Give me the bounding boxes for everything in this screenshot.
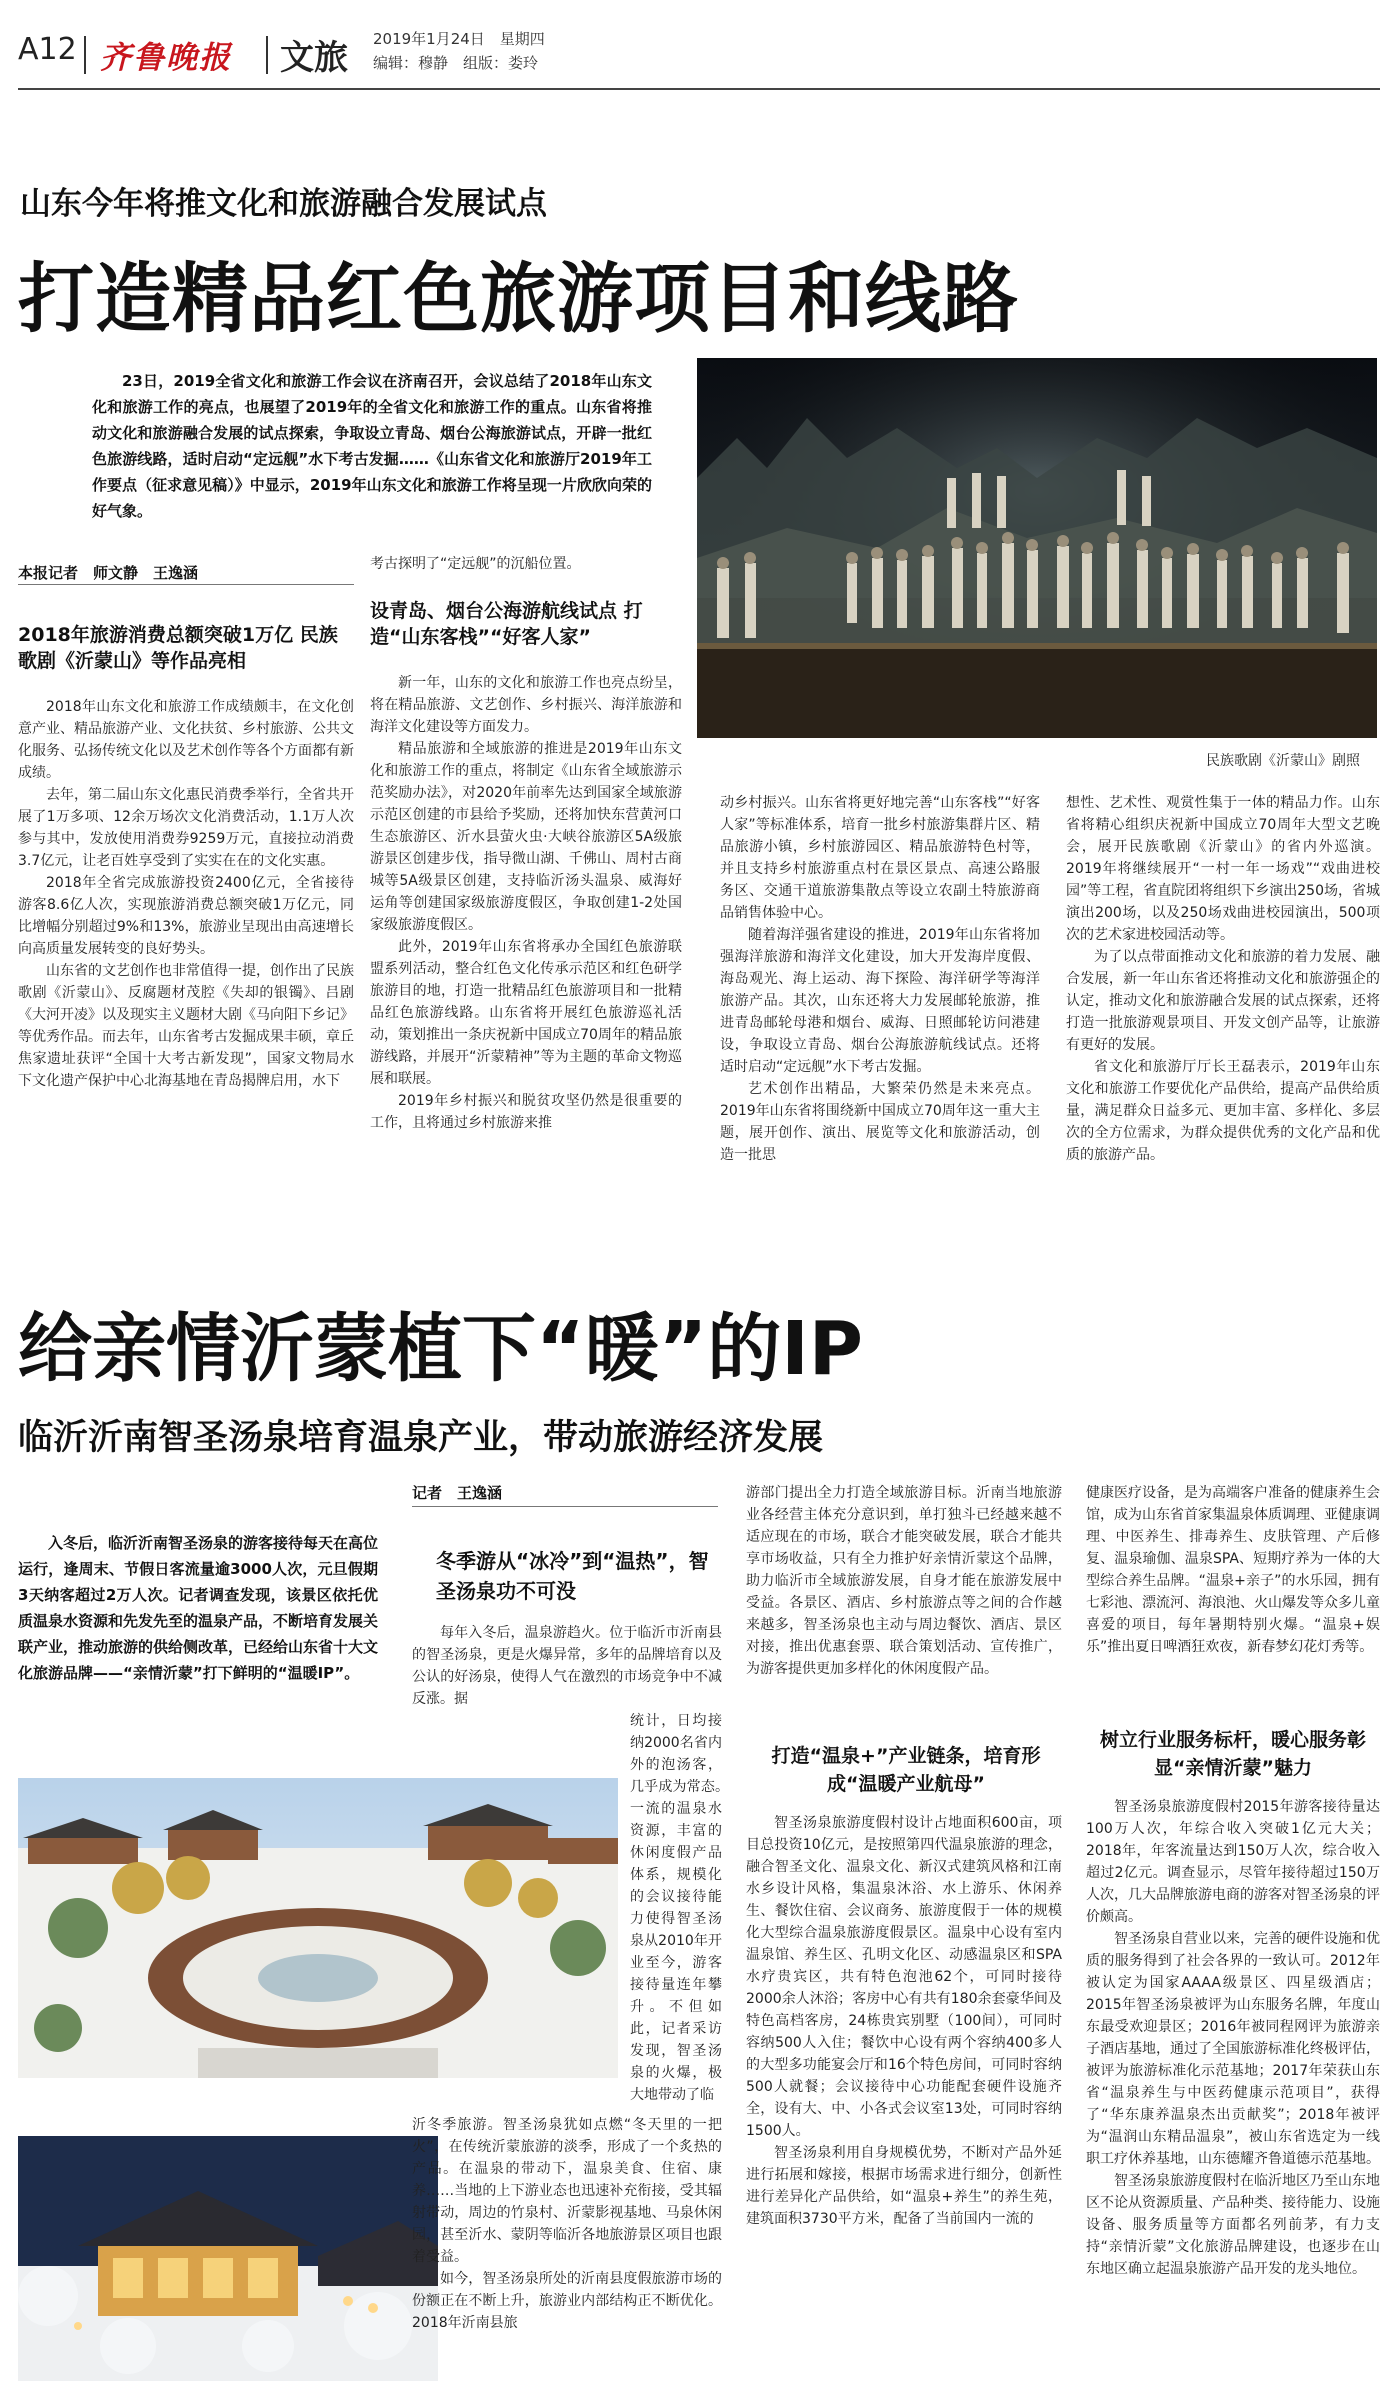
col1-subheading: 2018年旅游消费总额突破1万亿 民族歌剧《沂蒙山》等作品亮相 (18, 624, 338, 672)
paragraph: 每年入冬后，温泉游趋火。位于临沂市沂南县的智圣汤泉，更是火爆异常，多年的品牌培育以及公认的好汤泉，使得人气在激烈的市场竞争中不减反涨。据 (412, 1625, 722, 1707)
page-header (18, 28, 1378, 78)
paragraph: 统计，日均接纳2000名省内外的泡汤客，几乎成为常态。 一流的温泉水资源，丰富的休闲度假产品体系，规模化的会议接待能力使得智圣汤泉从2010年开业至今，游客接待量连年攀升。不但如此，记者采访发现，智圣汤泉的火爆，极大地带动了临 (630, 1713, 736, 2103)
art2-col3-subheading: 打造“温泉+”产业链条，培育形成“温暖产业航母” (771, 1745, 1041, 1795)
paragraph: 智圣汤泉利用自身规模优势，不断对产品外延进行拓展和嫁接，根据市场需求进行细分，创新性进行差异化产品供给，如“温泉+养生”的养生苑，建筑面积3730平方米，配备了当前国内一流的 (746, 2145, 1062, 2227)
newspaper-logo: 齐鲁晚报 (100, 40, 232, 76)
byline-rule (18, 584, 354, 585)
paragraph: 智圣汤泉旅游度假村在临沂地区乃至山东地区不论从资源质量、产品种类、接待能力、设施设备、服务质量等方面都名列前茅，有力支持“亲情沂蒙”文化旅游品牌建设，也逐步在山东地区确立起温泉旅游产品开发的龙头地位。 (1086, 2173, 1380, 2277)
paragraph: 如今，智圣汤泉所处的沂南县度假旅游市场的份额正在不断上升，旅游业内部结构正不断优化。2018年沂南县旅 (412, 2271, 722, 2331)
resort-aerial-image (18, 1778, 618, 2078)
paragraph: 智圣汤泉旅游度假村设计占地面积600亩，项目总投资10亿元，是按照第四代温泉旅游的理念，融合智圣文化、温泉文化、新汉式建筑风格和江南水乡设计风格，集温泉沐浴、水上游乐、休闲养生、餐饮住宿、会议商务、旅游度假于一体的规模化大型综合温泉旅游度假景区。温泉中心设有室内温泉馆、养生区、孔明文化区、动感温泉区和SPA水疗贵宾区，共有特色泡池62个，可同时接待2000余人沐浴；客房中心有共有180余套豪华间及特色高档客房，24栋贵宾别墅（100间），可同时容纳500人入住；餐饮中心设有两个容纳400多人的大型多功能宴会厅和16个特色房间，可同时容纳500人就餐；会议接待中心功能配套硬件设施齐全，设有大、中、小各式会议室13处，可同时容纳1500人。 (746, 1815, 1062, 2139)
paragraph: 智圣汤泉旅游度假村2015年游客接待量达100万人次，年综合收入突破1亿元大关；2018年，年客流量达到150万人次，综合收入超过2亿元。调查显示，尽管年接待超过150万人次，几大品牌旅游电商的游客对智圣汤泉的评价颇高。 (1086, 1799, 1380, 1925)
paragraph: 沂冬季旅游。智圣汤泉犹如点燃“冬天里的一把火”，在传统沂蒙旅游的淡季，形成了一个炙热的产品。在温泉的带动下，温泉美食、住宿、康养……当地的上下游业态也迅速补充衔接，受其辐射带动，周边的竹泉村、沂蒙影视基地、马泉休闲园，甚至沂水、蒙阴等临沂各地旅游景区项目也跟着受益。 (412, 2117, 722, 2265)
paragraph: 艺术创作出精品，大繁荣仍然是未来亮点。2019年山东省将围绕新中国成立70周年这一重大主题，展开创作、演出、展览等文化和旅游活动，创造一批思 (720, 1081, 1040, 1163)
art2-column3-top (746, 1482, 1062, 1732)
paragraph: 动乡村振兴。山东省将更好地完善“山东客栈”“好客人家”等标准体系，培育一批乡村旅游集群片区、精品旅游小镇，乡村旅游园区、精品旅游特色村等，并且支持乡村旅游重点村在景区景点、高速公路服务区、交通干道旅游集散点等设立农副土特旅游商品销售体验中心。 (720, 795, 1040, 921)
header-rule (18, 88, 1380, 90)
col2-lead-line (370, 553, 682, 577)
article1-column4 (1066, 792, 1380, 1267)
article1-column2 (370, 672, 682, 1267)
art2-column2-narrow (630, 1710, 736, 2110)
col2-subheading: 设青岛、烟台公海游航线试点 打造“山东客栈”“好客人家” (370, 600, 643, 648)
article2-byline: 记者 王逸涵 (412, 1484, 503, 1502)
art2-column3-bottom (746, 1812, 1062, 2390)
paragraph: 2018年全省完成旅游投资2400亿元，全省接待游客8.6亿人次，实现旅游消费总额突破1万亿元，同比增幅分别超过9%和13%，旅游业呈现出由高速增长向高质量发展转变的良好势头。 (18, 875, 354, 957)
paragraph: 精品旅游和全域旅游的推进是2019年山东文化和旅游工作的重点，将制定《山东省全域旅游示范奖励办法》，对2020年前率先达到国家全域旅游示范区创建的市县给予奖励，还将加快东营黄河口生态旅游区、沂水县萤火虫·大峡谷旅游区5A级旅游景区创建步伐，指导微山湖、千佛山、周村古商城等5A级景区创建，支持临沂汤头温泉、威海好运角等创建国家级旅游度假区，争取创建1-2处国家级旅游度假区。 (370, 741, 682, 933)
page-number: A12 (18, 32, 77, 67)
paragraph: 智圣汤泉自营业以来，完善的硬件设施和优质的服务得到了社会各界的一致认可。2012年被认定为国家AAAA级景区、四星级酒店；2015年智圣汤泉被评为山东服务名牌，年度山东最受欢迎景区；2016年被同程网评为旅游亲子酒店基地，通过了全国旅游标准化终极评估，被评为旅游标准化示范基地；2017年荣获山东省“温泉养生与中医药健康示范项目”，获得了“华东康养温泉杰出贡献奖”；2018年被评为“温润山东精品温泉”，被山东省选定为一线职工疗休养基地，山东德耀齐鲁道德示范基地。 (1086, 1931, 1380, 2167)
editor-credits: 编辑：穆静 组版：娄玲 (373, 54, 539, 72)
article1-lead (92, 368, 652, 524)
paragraph: 2018年山东文化和旅游工作成绩颇丰，在文化创意产业、精品旅游产业、文化扶贫、乡村旅游、公共文化服务、弘扬传统文化以及艺术创作等各个方面都有新成绩。 (18, 699, 354, 781)
paragraph: 此外，2019年山东省将承办全国红色旅游联盟系列活动，整合红色文化传承示范区和红色研学旅游目的地，打造一批精品红色旅游项目和一批精品红色旅游线路。山东省将开展红色旅游巡礼活动，策划推出一条庆祝新中国成立70周年的精品旅游线路，并展开“沂蒙精神”等为主题的革命文物巡展和联展。 (370, 939, 682, 1087)
opera-photo (697, 358, 1377, 738)
paragraph: 新一年，山东的文化和旅游工作也亮点纷呈，将在精品旅游、文艺创作、乡村振兴、海洋旅游和海洋文化建设等方面发力。 (370, 675, 682, 735)
paragraph: 想性、艺术性、观赏性集于一体的精品力作。山东省将精心组织庆祝新中国成立70周年大型文艺晚会，展开民族歌剧《沂蒙山》的省内外巡演。2019年将继续展开“一村一年一场戏”“戏曲进校园”等工程，省直院团将组织下乡演出250场，省城演出200场，以及250场戏曲进校园演出，500项次的艺术家进校园活动等。 (1066, 795, 1380, 943)
paragraph: 去年，第二届山东文化惠民消费季举行，全省共开展了1万多项、12余万场次文化消费活动，1.1万人次参与其中，发放使用消费券9259万元，直接拉动消费3.7亿元，让老百姓享受到了实实在在的文化实惠。 (18, 787, 354, 869)
paragraph: 2019年乡村振兴和脱贫攻坚仍然是很重要的工作，且将通过乡村旅游来推 (370, 1093, 682, 1131)
divider (266, 36, 268, 74)
paragraph: 为了以点带面推动文化和旅游的着力发展、融合发展，新一年山东省还将推动文化和旅游强企的认定，推动文化和旅游融合发展的试点探索，还将打造一批旅游观景项目、开发文创产品等，让旅游有更好的发展。 (1066, 949, 1380, 1053)
article1-kicker: 山东今年将推文化和旅游融合发展试点 (20, 186, 547, 222)
resort-aerial-photo (18, 1778, 618, 2078)
article1-column1 (18, 696, 354, 1266)
resort-night-image (18, 2136, 438, 2381)
lead-text: 入冬后，临沂沂南智圣汤泉的游客接待每天在高位运行，逢周末、节假日客流量逾3000人次，元旦假期3天纳客超过2万人次。记者调查发现，该景区依托优质温泉水资源和先发先至的温泉产品，不断培育发展关联产业，推动旅游的供给侧改革，已经给山东省十大文化旅游品牌——“亲情沂蒙”打下鲜明的“温暖IP”。 (18, 1534, 379, 1682)
issue-date: 2019年1月24日 星期四 (373, 30, 545, 48)
art2-column2-bottom (412, 2114, 722, 2390)
paragraph: 省文化和旅游厅厅长王磊表示，2019年山东文化和旅游工作要优化产品供给，提高产品供给质量，满足群众日益多元、更加丰富、多样化、多层次的全方位需求，为群众提供优秀的文化产品和优质的旅游产品。 (1066, 1059, 1380, 1163)
paragraph: 考古探明了“定远舰”的沉船位置。 (370, 556, 581, 572)
paragraph: 游部门提出全力打造全域旅游目标。沂南当地旅游业各经营主体充分意识到，单打独斗已经越来越不适应现在的市场，联合才能突破发展，联合才能共享市场收益，只有全力推护好亲情沂蒙这个品牌，助力临沂市全域旅游发展，自身才能在旅游发展中受益。各景区、酒店、乡村旅游点等之间的合作越来越多，智圣汤泉也主动与周边餐饮、酒店、景区对接，推出优惠套票、联合策划活动、宣传推广，为游客提供更加多样化的休闲度假产品。 (746, 1485, 1062, 1677)
paragraph: 随着海洋强省建设的推进，2019年山东省将加强海洋旅游和海洋文化建设，加大开发海岸度假、海岛观光、海上运动、海下探险、海洋研学等海洋旅游产品。其次，山东还将大力发展邮轮旅游，推进青岛邮轮母港和烟台、威海、日照邮轮访问港建设，争取设立青岛、烟台公海旅游航线试点。还将适时启动“定远舰”水下考古发掘。 (720, 927, 1040, 1075)
lead-text: 23日，2019全省文化和旅游工作会议在济南召开，会议总结了2018年山东文化和旅游工作的亮点，也展望了2019年的全省文化和旅游工作的重点。山东省将推动文化和旅游融合发展的试点探索，争取设立青岛、烟台公海旅游试点，开辟一批红色旅游线路，适时启动“定远舰”水下考古发掘……《山东省文化和旅游厅2019年工作要点（征求意见稿）》中显示，2019年山东文化和旅游工作将呈现一片欣欣向荣的好气象。 (92, 372, 652, 520)
article1-headline: 打造精品红色旅游项目和线路 (18, 254, 1019, 343)
art2-col2-subheading: 冬季游从“冰冷”到“温热”，智圣汤泉功不可没 (436, 1549, 709, 1603)
paragraph: 山东省的文艺创作也非常值得一提，创作出了民族歌剧《沂蒙山》、反腐题材茂腔《失却的银镯》、吕剧《大河开凌》以及现实主义题材大剧《马向阳下乡记》等优秀作品。而去年，山东省考古发掘成果丰硕，章丘焦家遗址获评“全国十大考古新发现”，国家文物局水下文化遗产保护中心北海基地在青岛揭牌启用，水下 (18, 963, 354, 1089)
article1-byline: 本报记者 师文静 王逸涵 (18, 564, 199, 582)
art2-column4-top (1086, 1482, 1380, 1714)
photo-caption: 民族歌剧《沂蒙山》剧照 (1206, 753, 1360, 769)
article2-lead (18, 1530, 378, 1686)
article2-subheadline: 临沂沂南智圣汤泉培育温泉产业，带动旅游经济发展 (18, 1418, 824, 1458)
art2-column2-top (412, 1622, 722, 1710)
byline-rule (412, 1506, 718, 1507)
section-name: 文旅 (280, 38, 348, 78)
article1-column3 (720, 792, 1040, 1267)
paragraph: 健康医疗设备，是为高端客户准备的健康养生会馆，成为山东省首家集温泉体质调理、亚健康调理、中医养生、排毒养生、皮肤管理、产后修复、温泉瑜伽、温泉SPA、短期疗养为一体的大型综合养生品牌。“温泉+亲子”的水乐园，拥有七彩池、漂流河、海浪池、火山爆发等众多儿童喜爱的项目，每年暑期特别火爆。“温泉+娱乐”推出夏日啤酒狂欢夜，新春梦幻花灯秀等。 (1086, 1485, 1380, 1655)
art2-column4-bottom (1086, 1796, 1380, 2390)
art2-col4-subheading: 树立行业服务标杆，暖心服务彰显“亲情沂蒙”魅力 (1099, 1729, 1366, 1779)
resort-night-photo (18, 2136, 438, 2381)
divider (84, 36, 86, 74)
article2-headline: 给亲情沂蒙植下“暖”的IP (18, 1306, 864, 1392)
opera-stage-image (697, 358, 1377, 738)
